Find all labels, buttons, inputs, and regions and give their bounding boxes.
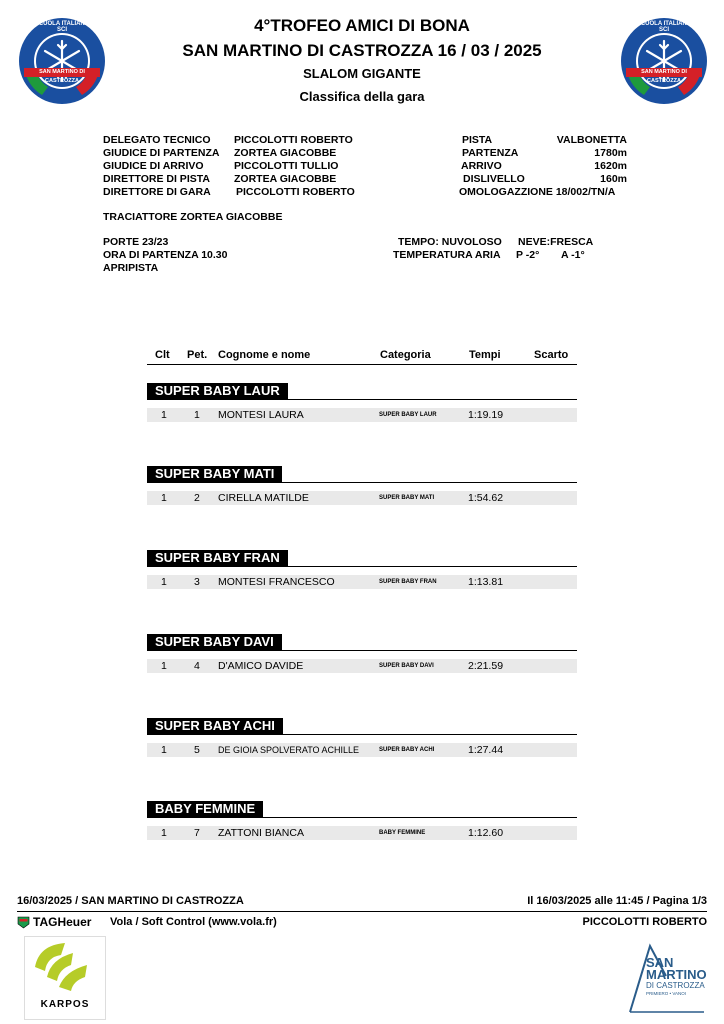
- col-header-time: Tempi: [469, 349, 501, 361]
- cell-name: MONTESI FRANCESCO: [218, 576, 335, 588]
- results-subtitle: Classifica della gara: [299, 89, 425, 104]
- cell-category: BABY FEMMINE: [379, 830, 426, 836]
- category-title: SUPER BABY DAVI: [147, 634, 282, 650]
- cell-category: SUPER BABY DAVI: [379, 663, 434, 669]
- cell-name: MONTESI LAURA: [218, 409, 304, 421]
- category-title: SUPER BABY LAUR: [147, 383, 288, 399]
- san-martino-text-3: DI CASTROZZA: [646, 981, 705, 990]
- official-value: PICCOLOTTI ROBERTO: [234, 134, 353, 146]
- logo-top-text: SCUOLA ITALIANA SCI: [636, 21, 692, 33]
- forerunner: APRIPISTA: [103, 262, 159, 274]
- course-label: DISLIVELLO: [463, 173, 525, 185]
- cell-time: 1:13.81: [468, 576, 504, 588]
- cell-name: ZATTONI BIANCA: [218, 827, 304, 839]
- cell-pet: 5: [194, 744, 200, 756]
- cell-pet: 4: [194, 660, 200, 672]
- table-row: [147, 826, 577, 840]
- snow: NEVE:FRESCA: [518, 236, 594, 248]
- category-divider: [147, 566, 577, 567]
- official-label: DIRETTORE DI GARA: [103, 186, 211, 198]
- official-value: ZORTEA GIACOBBE: [234, 147, 337, 159]
- tag-heuer-shield-icon: [17, 916, 30, 929]
- cell-clt: 1: [161, 660, 167, 672]
- course-value: 1620m: [594, 160, 627, 172]
- cell-category: SUPER BABY MATI: [379, 495, 435, 501]
- official-label: GIUDICE DI PARTENZA: [103, 147, 220, 159]
- san-martino-text-1: SAN: [646, 955, 674, 970]
- cell-clt: 1: [161, 827, 167, 839]
- race-title: 4°TROFEO AMICI DI BONA: [254, 16, 470, 35]
- col-header-category: Categoria: [380, 349, 431, 361]
- official-label: GIUDICE DI ARRIVO: [103, 160, 204, 172]
- col-header-gap: Scarto: [534, 349, 569, 361]
- start-time: ORA DI PARTENZA 10.30: [103, 249, 228, 261]
- air-temp-label: TEMPERATURA ARIA: [393, 249, 501, 261]
- san-martino-logo: [626, 936, 708, 1018]
- cell-clt: 1: [161, 576, 167, 588]
- footer-signer: PICCOLOTTI ROBERTO: [582, 916, 707, 928]
- course-label: ARRIVO: [461, 160, 502, 172]
- cell-time: 1:12.60: [468, 827, 504, 839]
- category-title: SUPER BABY FRAN: [147, 550, 288, 566]
- cell-category: SUPER BABY ACHI: [379, 747, 435, 753]
- cell-time: 1:54.62: [468, 492, 504, 504]
- cell-name: D'AMICO DAVIDE: [218, 660, 304, 672]
- official-value: ZORTEA GIACOBBE: [234, 173, 337, 185]
- logo-top-text: SCUOLA ITALIANA SCI: [34, 21, 90, 33]
- cell-pet: 1: [194, 409, 200, 421]
- table-row: [147, 491, 577, 505]
- col-header-pet: Pet.: [187, 349, 208, 361]
- footer-print-info: Il 16/03/2025 alle 11:45 / Pagina 1/3: [527, 895, 707, 907]
- category-divider: [147, 650, 577, 651]
- course-label: PARTENZA: [462, 147, 519, 159]
- col-header-name: Cognome e nome: [218, 349, 311, 361]
- official-value: PICCOLOTTI TULLIO: [234, 160, 339, 172]
- cell-category: SUPER BABY FRAN: [379, 579, 437, 585]
- cell-name: DE GIOIA SPOLVERATO ACHILLE: [218, 745, 360, 755]
- category-title: BABY FEMMINE: [147, 801, 263, 817]
- tracer: TRACIATTORE ZORTEA GIACOBBE: [103, 211, 283, 223]
- table-row: [147, 659, 577, 673]
- cell-pet: 7: [194, 827, 200, 839]
- table-row: [147, 743, 577, 757]
- course-value: VALBONETTA: [556, 134, 627, 146]
- software-credit: Vola / Soft Control (www.vola.fr): [110, 916, 277, 928]
- karpos-logo: [24, 936, 106, 1020]
- air-temp-finish: A -1°: [561, 249, 585, 261]
- cell-time: 1:27.44: [468, 744, 504, 756]
- category-title: SUPER BABY ACHI: [147, 718, 283, 734]
- cell-time: 1:19.19: [468, 409, 504, 421]
- san-martino-text-2: MARTINO: [646, 967, 707, 982]
- course-value: 1780m: [594, 147, 627, 159]
- category-divider: [147, 734, 577, 735]
- category-title: SUPER BABY MATI: [147, 466, 282, 482]
- tag-heuer-logo: TAGHeuer: [33, 915, 92, 929]
- gates: PORTE 23/23: [103, 236, 169, 248]
- cell-time: 2:21.59: [468, 660, 504, 672]
- official-value: PICCOLOTTI ROBERTO: [236, 186, 355, 198]
- cell-clt: 1: [161, 744, 167, 756]
- footer-divider: [17, 911, 707, 912]
- karpos-text: KARPOS: [40, 999, 90, 1010]
- weather: TEMPO: NUVOLOSO: [398, 236, 502, 248]
- table-row: [147, 408, 577, 422]
- san-martino-text-4: PRIMIERO • VANOI: [646, 991, 686, 996]
- category-divider: [147, 399, 577, 400]
- footer-date-location: 16/03/2025 / SAN MARTINO DI CASTROZZA: [17, 895, 244, 907]
- category-divider: [147, 817, 577, 818]
- logo-bottom-text: SAN MARTINO DI CASTROZZA: [39, 69, 85, 84]
- col-header-clt: Clt: [155, 349, 170, 361]
- homologation: OMOLOGAZZIONE 18/002/TN/A: [459, 186, 616, 198]
- official-label: DIRETTORE DI PISTA: [103, 173, 210, 185]
- course-label: PISTA: [462, 134, 493, 146]
- race-discipline: SLALOM GIGANTE: [303, 66, 421, 81]
- official-label: DELEGATO TECNICO: [103, 134, 211, 146]
- cell-pet: 2: [194, 492, 200, 504]
- cell-clt: 1: [161, 492, 167, 504]
- cell-name: CIRELLA MATILDE: [218, 492, 309, 504]
- cell-clt: 1: [161, 409, 167, 421]
- race-location-date: SAN MARTINO DI CASTROZZA 16 / 03 / 2025: [182, 41, 542, 60]
- course-value: 160m: [600, 173, 627, 185]
- logo-bottom-text: SAN MARTINO DI CASTROZZA: [641, 69, 687, 84]
- table-row: [147, 575, 577, 589]
- air-temp-start: P -2°: [516, 249, 540, 261]
- cell-pet: 3: [194, 576, 200, 588]
- header-divider: [147, 364, 577, 365]
- cell-category: SUPER BABY LAUR: [379, 412, 437, 418]
- category-divider: [147, 482, 577, 483]
